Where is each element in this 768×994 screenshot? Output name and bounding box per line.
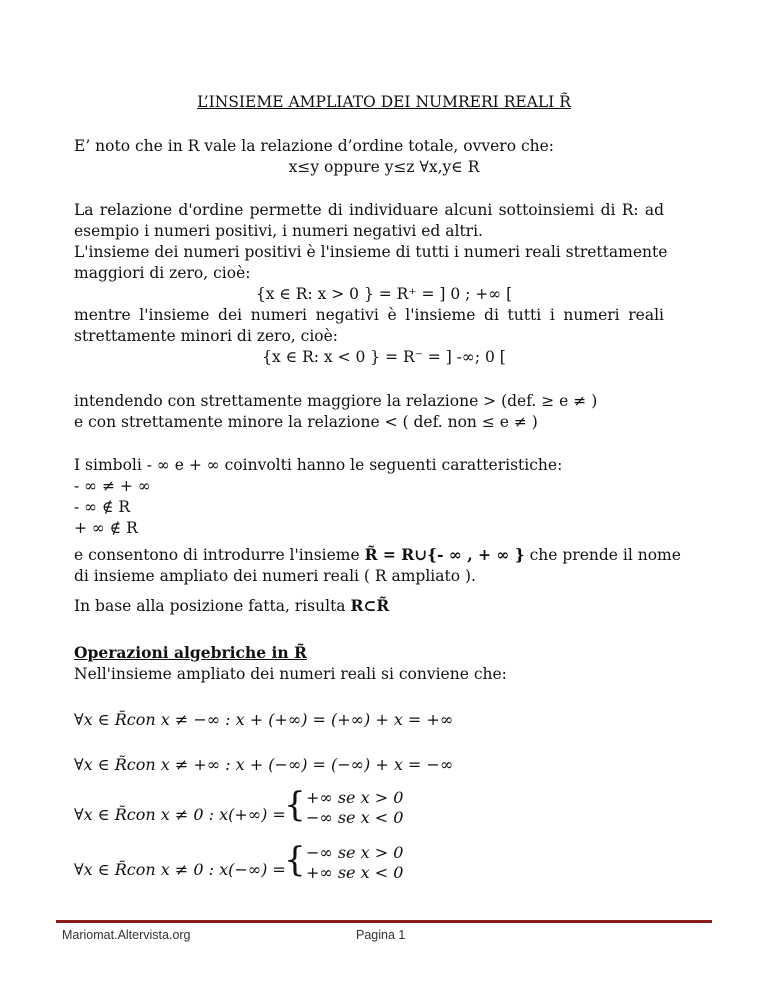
paragraph-extended-set-line2: di insieme ampliato dei numeri reali ( R ampliato ). xyxy=(74,567,476,585)
left-brace-icon: { xyxy=(284,840,306,880)
paragraph-inclusion xyxy=(74,596,389,615)
symbol-property-1: - ∞ ≠ + ∞ xyxy=(74,477,151,495)
paragraph-symbols-intro: I simboli - ∞ e + ∞ coinvolti hanno le seguenti caratteristiche: xyxy=(74,456,563,474)
paragraph-strict-less: e con strettamente minore la relazione < ( def. non ≤ e ≠ ) xyxy=(74,413,538,431)
footer-site: Mariomat.Altervista.org xyxy=(62,928,191,942)
formula-negative-set: {x ∈ R: x < 0 } = R⁻ = ] -∞; 0 [ xyxy=(262,348,506,366)
paragraph-order-intro: E’ noto che in R vale la relazione d’ordine totale, ovvero che: xyxy=(74,137,555,155)
case-plus-2: −∞ se x < 0 xyxy=(306,808,404,827)
extended-set-formula: R̃ = R∪{- ∞ , + ∞ } xyxy=(364,545,525,564)
paragraph-extended-set-line1 xyxy=(74,545,681,564)
footer-rule xyxy=(56,920,712,923)
section-heading-operations: Operazioni algebriche in R̃ xyxy=(74,643,307,662)
inclusion-text: In base alla posizione fatta, risulta xyxy=(74,597,351,615)
paragraph-negative-line1: mentre l'insieme dei numeri negativi è l'insieme di tutti i numeri reali xyxy=(74,306,664,324)
extended-set-text-pre: e consentono di introdurre l'insieme xyxy=(74,546,365,564)
paragraph-negative-line2: strettamente minori di zero, cioè: xyxy=(74,327,339,345)
symbol-property-2: - ∞ ∉ R xyxy=(74,498,131,516)
paragraph-subsets-line2: esempio i numeri positivi, i numeri negativi ed altri. xyxy=(74,222,483,240)
paragraph-positive-line2: maggiori di zero, cioè: xyxy=(74,264,251,282)
equation-sum-minus-infinity: ∀x ∈ R̃con x ≠ +∞ : x + (−∞) = (−∞) + x = −∞ xyxy=(74,755,454,774)
formula-order: x≤y oppure y≤z ∀x,y∈ R xyxy=(288,158,480,176)
paragraph-subsets-line1: La relazione d'ordine permette di individuare alcuni sottoinsiemi di R: ad xyxy=(74,201,664,219)
paragraph-operations-intro: Nell'insieme ampliato dei numeri reali si conviene che: xyxy=(74,665,507,683)
equation-product-minus-infinity: ∀x ∈ R̃con x ≠ 0 : x(−∞) = xyxy=(74,860,286,879)
equation-sum-plus-infinity: ∀x ∈ R̃con x ≠ −∞ : x + (+∞) = (+∞) + x = +∞ xyxy=(74,710,454,729)
page-title: L’INSIEME AMPLIATO DEI NUMRERI REALI R̃ xyxy=(197,93,571,111)
footer-page-number: Pagina 1 xyxy=(356,928,406,942)
paragraph-strict-greater: intendendo con strettamente maggiore la relazione > (def. ≥ e ≠ ) xyxy=(74,392,598,410)
case-minus-1: −∞ se x > 0 xyxy=(306,843,404,862)
inclusion-formula: R⊂R̃ xyxy=(350,596,390,615)
symbol-property-3: + ∞ ∉ R xyxy=(74,519,138,537)
paragraph-positive-line1: L'insieme dei numeri positivi è l'insieme di tutti i numeri reali strettamente xyxy=(74,243,668,261)
case-minus-2: +∞ se x < 0 xyxy=(306,863,404,882)
equation-product-plus-infinity: ∀x ∈ R̃con x ≠ 0 : x(+∞) = xyxy=(74,805,286,824)
left-brace-icon: { xyxy=(284,785,306,825)
extended-set-text-post: che prende il nome xyxy=(524,546,681,564)
formula-positive-set: {x ∈ R: x > 0 } = R⁺ = ] 0 ; +∞ [ xyxy=(255,285,513,303)
case-plus-1: +∞ se x > 0 xyxy=(306,788,404,807)
